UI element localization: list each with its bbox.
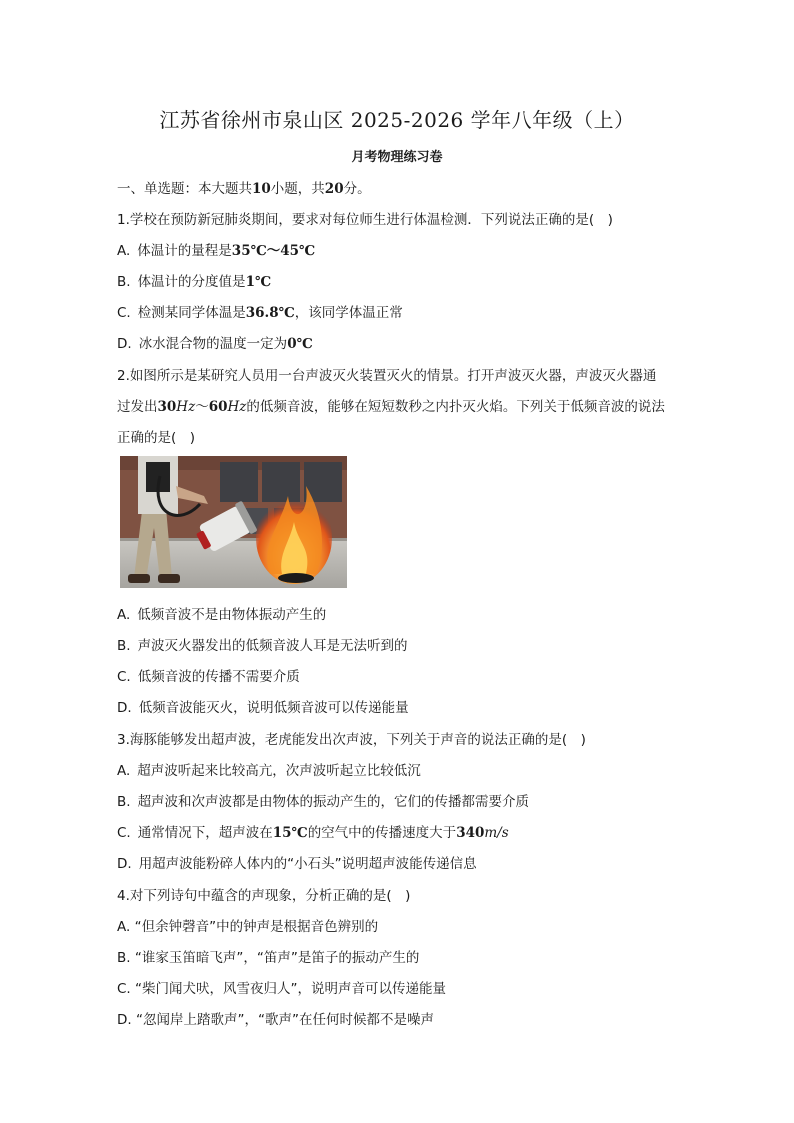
option-text: 通常情况下，超声波在 (137, 825, 273, 841)
section-text: 小题，共 (270, 181, 325, 197)
range-separator: ～ (195, 399, 209, 415)
option-math: 36.8℃ (245, 305, 295, 321)
question-2-stem-line-3: 正确的是( ) (117, 430, 196, 446)
option-text: 低频音波的传播不需要介质 (137, 669, 300, 685)
option-text: 超声波听起来比较高亢，次声波听起立比较低沉 (137, 763, 421, 779)
question-4-option-b: B. “谁家玉笛暗飞声”，“笛声”是笛子的振动产生的 (117, 950, 420, 966)
page-subtitle: 月考物理练习卷 (351, 150, 443, 165)
option-letter: A. (117, 763, 131, 779)
total-score: 20 (324, 181, 344, 197)
option-math: 0℃ (287, 336, 313, 352)
option-text: 低频音波能灭火，说明低频音波可以传递能量 (138, 700, 409, 716)
option-letter: B. (117, 274, 131, 290)
unit: Hz (227, 399, 247, 415)
option-text: 冰水混合物的温度一定为 (138, 336, 288, 352)
question-3-stem: 3.海豚能够发出超声波，老虎能发出次声波，下列关于声音的说法正确的是( ) (117, 732, 586, 748)
option-text: 低频音波不是由物体振动产生的 (137, 607, 327, 623)
option-letter: A. (117, 607, 131, 623)
question-1-option-b (117, 270, 271, 290)
question-4-option-d: D. “忽闻岸上踏歌声”，“歌声”在任何时候都不是噪声 (117, 1012, 434, 1028)
stem-text: 的低频音波，能够在短短数秒之内扑灭火焰。下列关于低频音波的说法 (246, 399, 665, 415)
fire-extinguisher-photo (120, 456, 347, 588)
option-letter: C. (117, 825, 131, 841)
option-math: 340 (456, 825, 485, 841)
option-text: 用超声波能粉碎人体内的“小石头”说明超声波能传递信息 (138, 856, 477, 872)
section-header (117, 177, 371, 197)
question-4-option-a: A. “但余钟磬音”中的钟声是根据音色辨别的 (117, 919, 379, 935)
page-title: 江苏省徐州市泉山区 2025-2026 学年八年级（上） (159, 108, 635, 132)
fire-extinguisher-illustration (120, 456, 347, 588)
option-letter: C. (117, 669, 131, 685)
question-2-option-a (117, 603, 326, 623)
unit: m/s (484, 825, 509, 841)
option-text: 体温计的量程是 (137, 243, 232, 259)
option-text: ，该同学体温正常 (294, 305, 403, 321)
question-1-option-a (117, 239, 315, 259)
question-2-stem-line-2 (117, 395, 665, 415)
option-text: 体温计的分度值是 (137, 274, 246, 290)
question-3-option-b (117, 790, 529, 810)
option-text: 的空气中的传播速度大于 (307, 825, 457, 841)
stem-text: 过发出 (117, 399, 158, 415)
option-text: 检测某同学体温是 (137, 305, 246, 321)
option-math: 35℃～45℃ (231, 243, 316, 259)
option-letter: A. (117, 243, 131, 259)
option-letter: D. (117, 856, 132, 872)
question-3-option-c (117, 821, 509, 841)
question-1-stem: 1.学校在预防新冠肺炎期间，要求对每位师生进行体温检测．下列说法正确的是( ) (117, 212, 613, 228)
unit: Hz (176, 399, 196, 415)
option-letter: D. (117, 336, 132, 352)
option-text: 超声波和次声波都是由物体的振动产生的，它们的传播都需要介质 (137, 794, 530, 810)
question-4-option-c: C. “柴门闻犬吠，风雪夜归人”，说明声音可以传递能量 (117, 981, 446, 997)
section-text: 一、单选题：本大题共 (117, 181, 252, 197)
option-letter: B. (117, 638, 131, 654)
question-2-stem-line-1: 2.如图所示是某研究人员用一台声波灭火装置灭火的情景。打开声波灭火器，声波灭火器通 (117, 368, 657, 384)
option-letter: B. (117, 794, 131, 810)
option-text: 声波灭火器发出的低频音波人耳是无法听到的 (137, 638, 408, 654)
option-math: 15℃ (272, 825, 308, 841)
option-letter: D. (117, 700, 132, 716)
frequency-low: 30 (157, 399, 177, 415)
option-math: 1℃ (245, 274, 272, 290)
question-3-option-a (117, 759, 421, 779)
question-3-option-d (117, 852, 477, 872)
question-1-option-d (117, 332, 313, 352)
question-2-option-d (117, 696, 409, 716)
question-4-stem: 4.对下列诗句中蕴含的声现象，分析正确的是( ) (117, 888, 411, 904)
question-2-option-c (117, 665, 300, 685)
question-2-option-b (117, 634, 408, 654)
frequency-high: 60 (208, 399, 228, 415)
question-1-option-c (117, 301, 403, 321)
question-count: 10 (252, 181, 271, 197)
section-text: 分。 (343, 181, 371, 197)
option-letter: C. (117, 305, 131, 321)
